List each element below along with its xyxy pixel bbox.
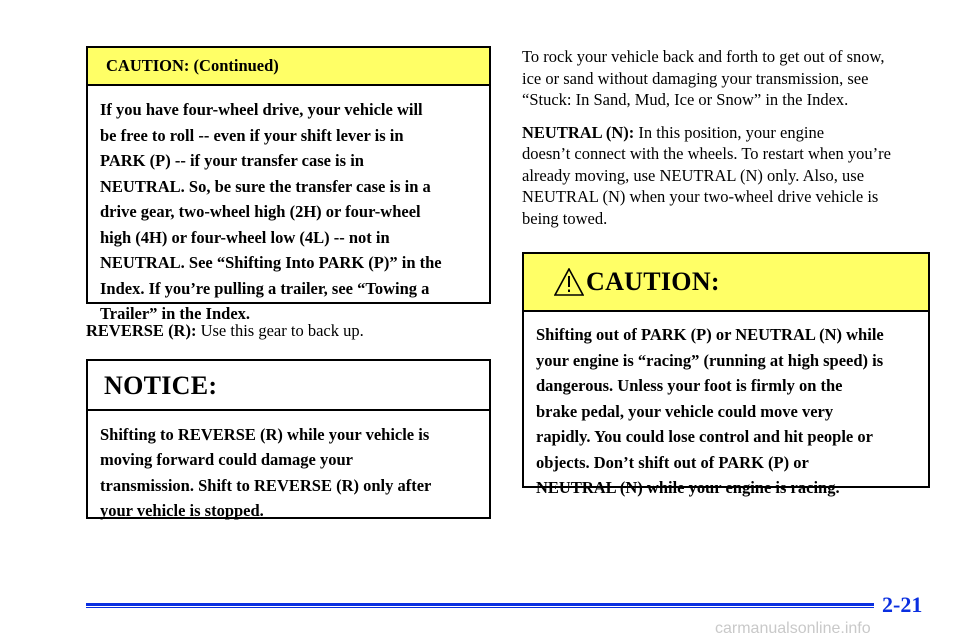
caution-continued-line: drive gear, two-wheel high (2H) or four-wheel: [100, 202, 421, 221]
notice-line: transmission. Shift to REVERSE (R) only after: [100, 475, 432, 495]
caution-continued-line: NEUTRAL. See “Shifting Into PARK (P)” in the: [100, 253, 442, 272]
caution-line: NEUTRAL (N) while your engine is racing.: [536, 478, 840, 497]
notice-box: [86, 359, 491, 519]
footer-rule: [86, 603, 874, 606]
footer-rule-thin: [86, 607, 874, 608]
caution-continued-line: Index. If you’re pulling a trailer, see “Towing a: [100, 278, 430, 298]
caution-continued-line: PARK (P) -- if your transfer case is in: [100, 151, 364, 170]
caution-continued-box: [86, 46, 491, 323]
neutral-line: already moving, use NEUTRAL (N) only. Also, use: [522, 165, 865, 185]
neutral-label: NEUTRAL (N):: [522, 122, 635, 142]
caution-continued-line: Trailer” in the Index.: [100, 304, 251, 323]
caution-continued-body: [88, 86, 489, 339]
neutral-first-text: In this position, your engine: [634, 122, 825, 142]
caution-line: objects. Don’t shift out of PARK (P) or: [536, 452, 809, 472]
caution-continued-line: be free to roll -- even if your shift lever is in: [100, 125, 404, 145]
page-number: 2-21: [882, 592, 923, 617]
notice-line: your vehicle is stopped.: [100, 501, 264, 520]
reverse-paragraph: [86, 320, 491, 342]
caution-continued-line: NEUTRAL. So, be sure the transfer case is in a: [100, 176, 431, 196]
notice-line: Shifting to REVERSE (R) while your vehicle is: [100, 424, 430, 444]
rock-line: ice or sand without damaging your transmission, see: [522, 68, 869, 88]
neutral-line: NEUTRAL (N) when your two-wheel drive vehicle is: [522, 187, 879, 206]
caution-continued-line: If you have four-wheel drive, your vehicle will: [100, 100, 423, 119]
neutral-line: being towed.: [522, 208, 608, 228]
reverse-text: Use this gear to back up.: [196, 321, 364, 340]
caution-line: rapidly. You could lose control and hit people or: [536, 427, 873, 446]
caution-heading: CAUTION:: [586, 267, 720, 296]
neutral-line: doesn’t connect with the wheels. To restart when you’re: [522, 144, 891, 163]
rock-line: “Stuck: In Sand, Mud, Ice or Snow” in the Index.: [522, 90, 849, 109]
right-column: [522, 46, 930, 497]
caution-heading-bar: [524, 254, 928, 312]
rock-line: To rock your vehicle back and forth to get out of snow,: [522, 47, 885, 66]
reverse-label: REVERSE (R):: [86, 321, 197, 340]
caution-continued-line: high (4H) or four-wheel low (4L) -- not in: [100, 227, 390, 247]
caution-line: your engine is “racing” (running at high speed) is: [536, 350, 884, 370]
warning-triangle-icon: [554, 268, 584, 296]
neutral-paragraph: [522, 122, 930, 230]
neutral-first-line: [522, 122, 930, 144]
caution-box: [522, 252, 930, 497]
notice-body: [88, 411, 489, 536]
caution-line: Shifting out of PARK (P) or NEUTRAL (N) while: [536, 325, 884, 344]
watermark: carmanualsonline.info: [715, 620, 871, 637]
left-column: [86, 46, 491, 519]
notice-line: moving forward could damage your: [100, 450, 353, 469]
caution-continued-heading: CAUTION: (Continued): [88, 48, 489, 86]
rock-paragraph: [522, 46, 930, 111]
notice-heading: NOTICE:: [88, 361, 489, 411]
caution-line: dangerous. Unless your foot is firmly on the: [536, 376, 843, 395]
caution-body: [524, 312, 928, 513]
caution-line: brake pedal, your vehicle could move very: [536, 401, 834, 421]
